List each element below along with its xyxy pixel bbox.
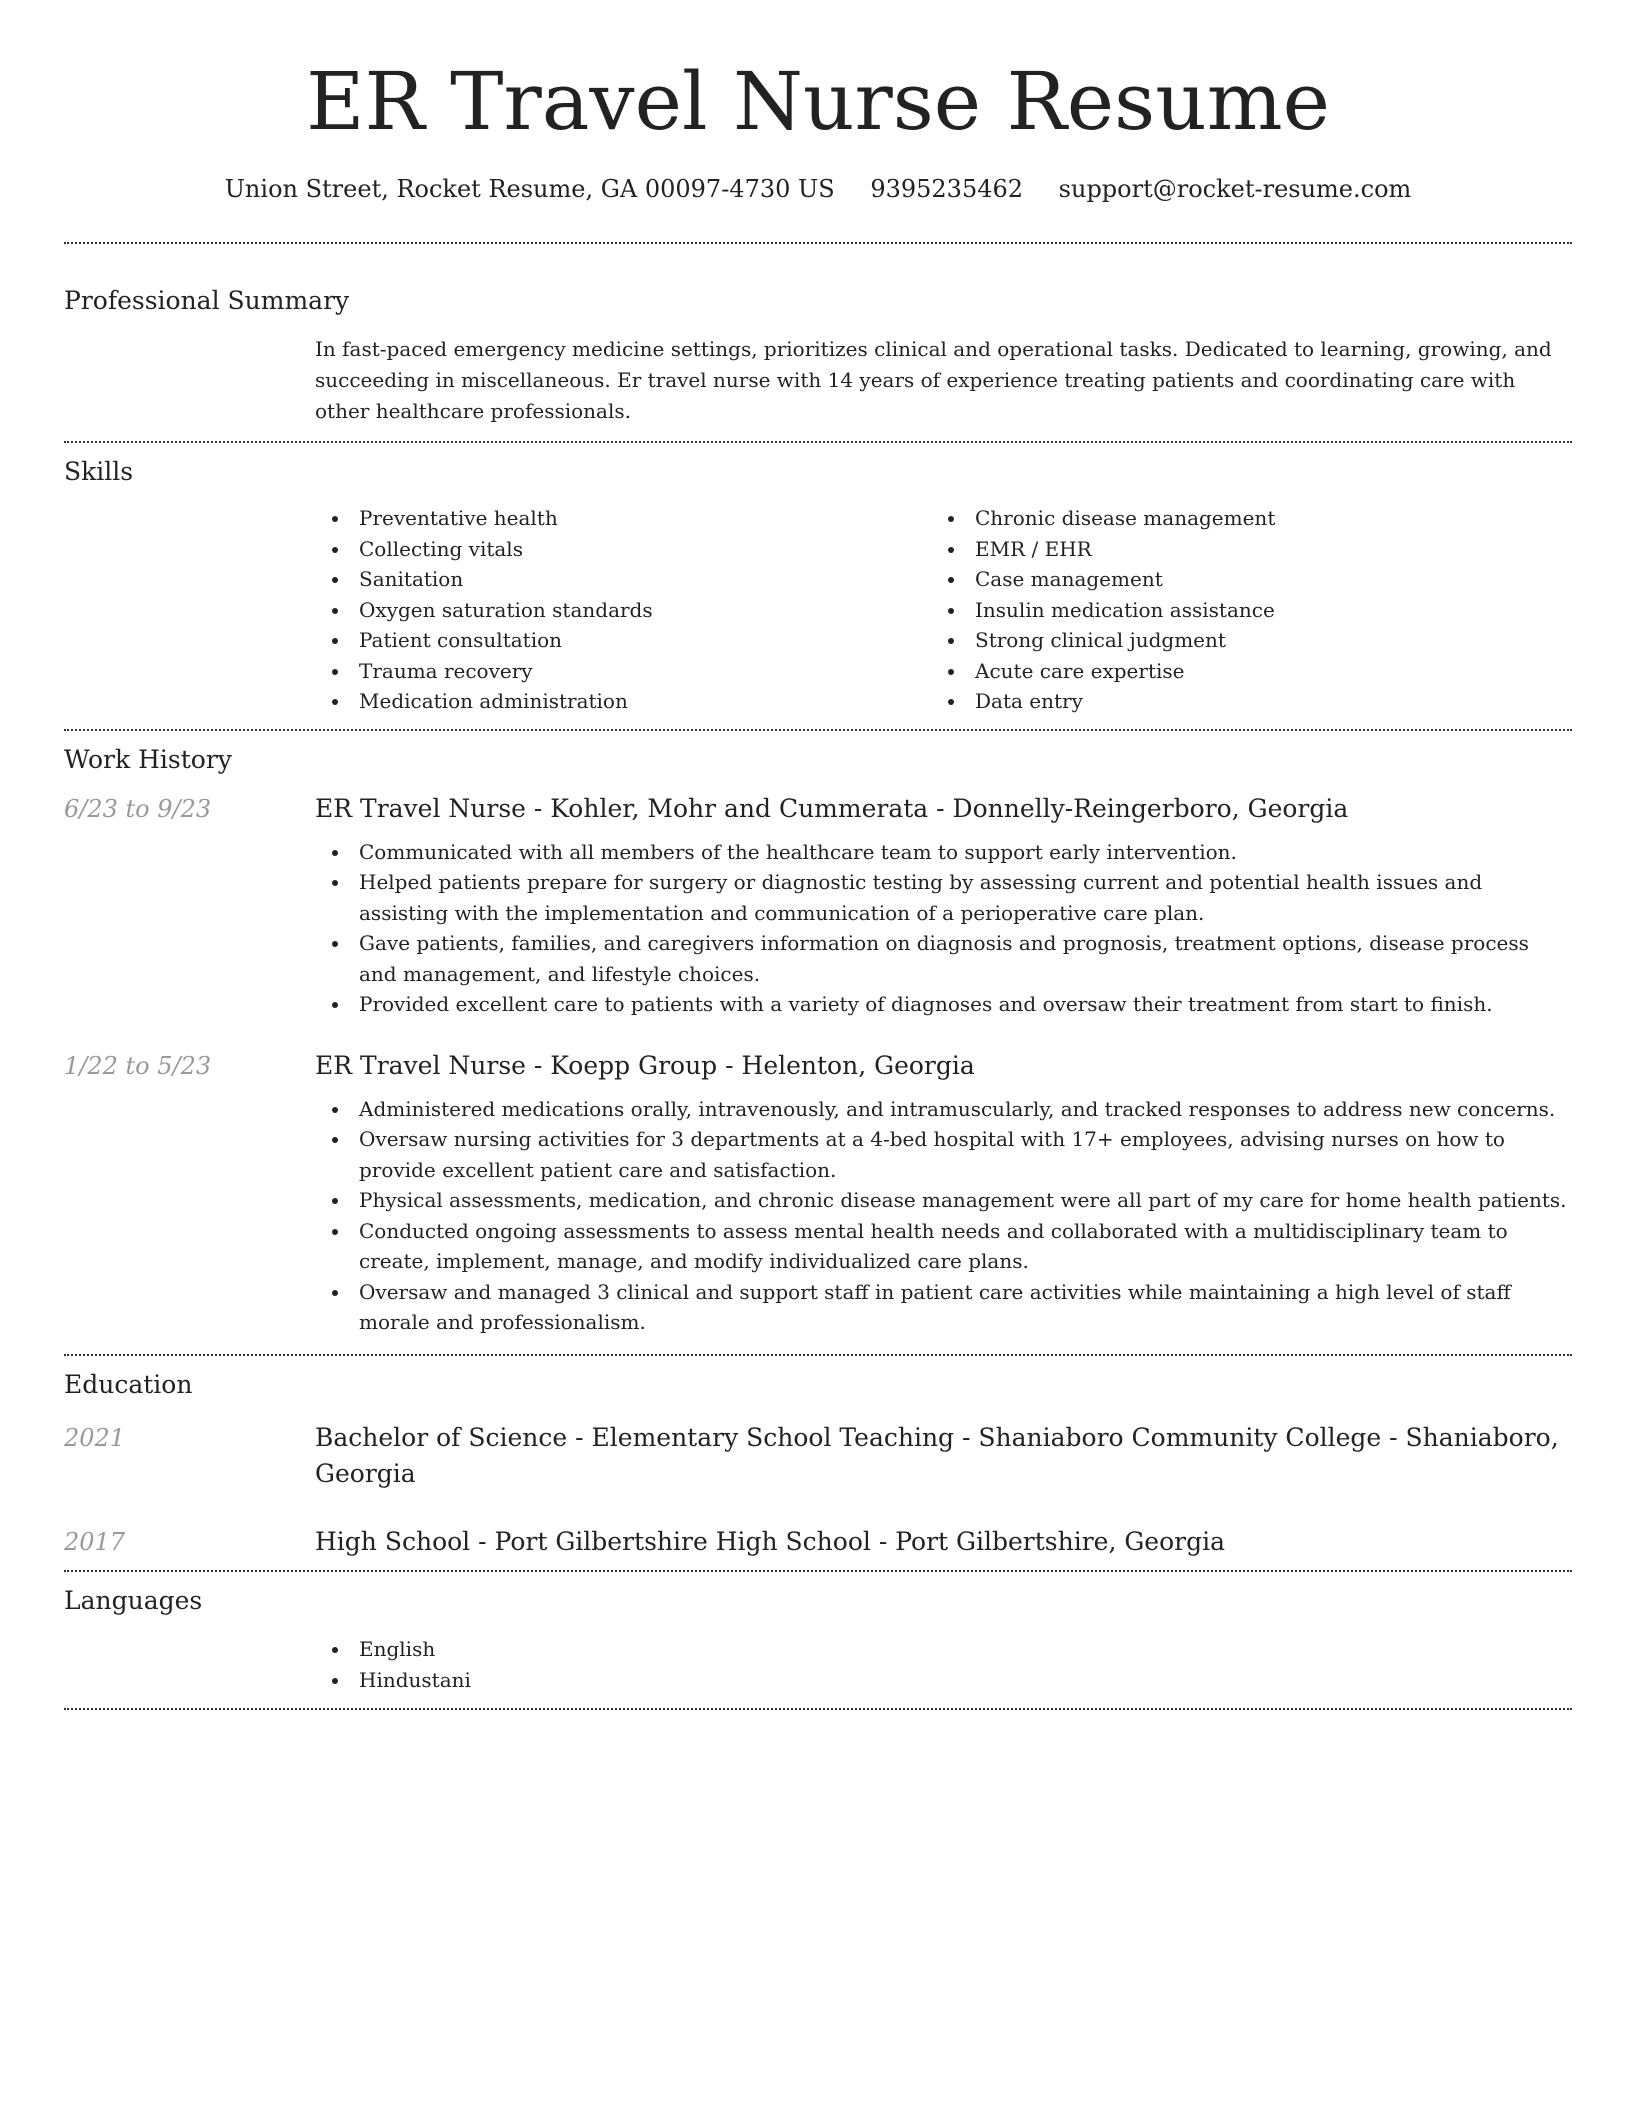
work-bullet: Oversaw and managed 3 clinical and support staff in patient care activities while maintaining a high level of staff morale and professionalism. bbox=[315, 1277, 1572, 1338]
work-bullet: Provided excellent care to patients with a variety of diagnoses and oversaw their treatment from start to finish. bbox=[315, 989, 1572, 1020]
work-bullet: Administered medications orally, intravenously, and intramuscularly, and tracked responses to address new concerns. bbox=[315, 1094, 1572, 1125]
languages-section bbox=[64, 1572, 1572, 1708]
work-heading: Work History bbox=[64, 744, 232, 774]
skill-item: Strong clinical judgment bbox=[931, 625, 1547, 656]
education-entry bbox=[64, 1420, 1572, 1492]
skill-item: Preventative health bbox=[315, 503, 931, 534]
work-bullet: Gave patients, families, and caregivers information on diagnosis and prognosis, treatment options, disease process and management, and lifestyle choices. bbox=[315, 928, 1572, 989]
skill-item: EMR / EHR bbox=[931, 534, 1547, 565]
work-date: 1/22 to 5/23 bbox=[64, 1051, 212, 1080]
work-section bbox=[64, 731, 1572, 1354]
language-item: Hindustani bbox=[315, 1665, 1572, 1696]
skill-item: Chronic disease management bbox=[931, 503, 1547, 534]
resume-page bbox=[64, 0, 1572, 1710]
work-bullet: Oversaw nursing activities for 3 departments at a 4-bed hospital with 17+ employees, advising nurses on how to provide excellent patient care and satisfaction. bbox=[315, 1124, 1572, 1185]
education-section bbox=[64, 1356, 1572, 1570]
summary-section bbox=[64, 244, 1572, 441]
languages-list bbox=[315, 1618, 1572, 1708]
summary-text: In fast-paced emergency medicine settings, prioritizes clinical and operational tasks. Dedicated to learning, growing, and succeeding in miscellaneous. Er travel nurse with 14 years of experience treating patients and coordinating care with other healthcare professionals. bbox=[315, 337, 1552, 423]
work-bullets bbox=[315, 837, 1572, 1020]
resume-title: ER Travel Nurse Resume bbox=[306, 55, 1330, 148]
languages-heading: Languages bbox=[64, 1585, 203, 1615]
divider bbox=[64, 1708, 1572, 1710]
work-date: 6/23 to 9/23 bbox=[64, 794, 212, 823]
work-bullet: Helped patients prepare for surgery or diagnostic testing by assessing current and potential health issues and assisting with the implementation and communication of a perioperative care plan. bbox=[315, 867, 1572, 928]
skill-item: Trauma recovery bbox=[315, 656, 931, 687]
skill-item: Acute care expertise bbox=[931, 656, 1547, 687]
skill-item: Oxygen saturation standards bbox=[315, 595, 931, 626]
education-date: 2017 bbox=[64, 1527, 126, 1556]
work-bullet: Communicated with all members of the healthcare team to support early intervention. bbox=[315, 837, 1572, 868]
skills-list-right bbox=[931, 503, 1547, 717]
skill-item: Patient consultation bbox=[315, 625, 931, 656]
contact-address: Union Street, Rocket Resume, GA 00097-4730 US bbox=[224, 175, 835, 203]
summary-heading: Professional Summary bbox=[64, 286, 350, 315]
skill-item: Insulin medication assistance bbox=[931, 595, 1547, 626]
education-title: Bachelor of Science - Elementary School Teaching - Shaniaboro Community College - Shaniaboro, Georgia bbox=[315, 1422, 1559, 1488]
work-bullets bbox=[315, 1094, 1572, 1338]
skill-item: Case management bbox=[931, 564, 1547, 595]
education-heading: Education bbox=[64, 1369, 193, 1399]
skills-heading: Skills bbox=[64, 457, 134, 486]
work-title: ER Travel Nurse - Kohler, Mohr and Cummerata - Donnelly-Reingerboro, Georgia bbox=[315, 793, 1349, 823]
work-bullet: Conducted ongoing assessments to assess mental health needs and collaborated with a multidisciplinary team to create, implement, manage, and modify individualized care plans. bbox=[315, 1216, 1572, 1277]
skills-section bbox=[64, 443, 1572, 729]
education-title: High School - Port Gilbertshire High School - Port Gilbertshire, Georgia bbox=[315, 1526, 1226, 1556]
skill-item: Collecting vitals bbox=[315, 534, 931, 565]
work-entry bbox=[64, 791, 1572, 1020]
work-entry bbox=[64, 1048, 1572, 1354]
skill-item: Data entry bbox=[931, 686, 1547, 717]
contact-email: support@rocket-resume.com bbox=[1058, 175, 1412, 203]
language-item: English bbox=[315, 1634, 1572, 1665]
education-entry bbox=[64, 1524, 1572, 1570]
skill-item: Sanitation bbox=[315, 564, 931, 595]
work-bullet: Physical assessments, medication, and chronic disease management were all part of my care for home health patients. bbox=[315, 1185, 1572, 1216]
skills-list-left bbox=[315, 503, 931, 717]
skill-item: Medication administration bbox=[315, 686, 931, 717]
contact-phone: 9395235462 bbox=[870, 175, 1024, 203]
contact-line bbox=[64, 172, 1572, 206]
education-date: 2021 bbox=[64, 1423, 126, 1452]
work-title: ER Travel Nurse - Koepp Group - Helenton, Georgia bbox=[315, 1050, 975, 1080]
